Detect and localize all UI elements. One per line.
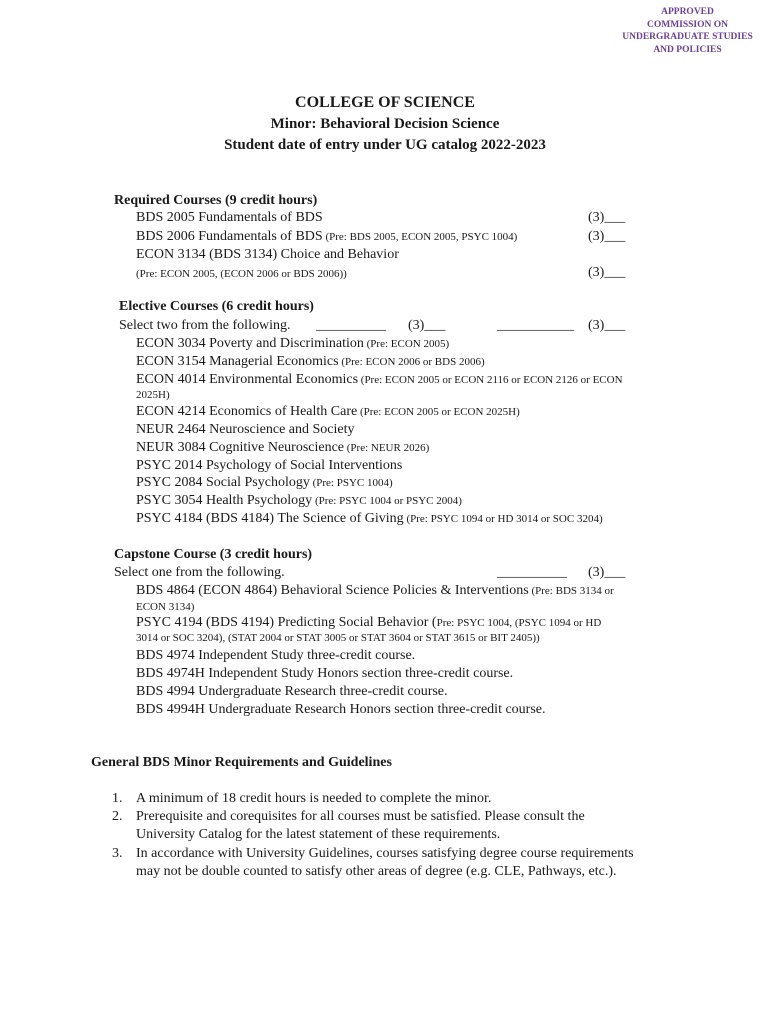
prerequisite: 2025H) — [136, 389, 170, 401]
capstone-course: BDS 4974H Independent Study Honors section three-credit course. — [136, 666, 514, 681]
capstone-course: BDS 4974 Independent Study three-credit course. — [136, 648, 416, 663]
course-title: NEUR 3084 Cognitive Neuroscience — [136, 440, 345, 455]
guidelines-heading: General BDS Minor Requirements and Guidelines — [91, 755, 392, 770]
credit-blank: (3)___ — [588, 229, 626, 244]
prerequisite: (Pre: ECON 2005 or ECON 2116 or ECON 2126 or ECON — [358, 374, 623, 386]
capstone-course: BDS 4994 Undergraduate Research three-credit course. — [136, 684, 448, 699]
guideline-text: In accordance with University Guidelines, courses satisfying degree course requirements — [136, 846, 634, 861]
course-title: BDS 2005 Fundamentals of BDS — [136, 210, 323, 225]
elective-course — [136, 511, 603, 527]
credit-blank: (3)___ — [588, 565, 626, 580]
guideline-text: Prerequisite and corequisites for all courses must be satisfied. Please consult the — [136, 809, 585, 824]
course-title: PSYC 3054 Health Psychology — [136, 493, 313, 508]
elective-heading: Elective Courses (6 credit hours) — [119, 299, 314, 314]
prerequisite: ECON 3134) — [136, 601, 195, 613]
approval-stamp — [600, 6, 770, 56]
elective-course — [136, 493, 462, 509]
credit-blank: (3)___ — [588, 265, 626, 280]
college-title: COLLEGE OF SCIENCE — [295, 94, 475, 111]
prerequisite: (Pre: ECON 2005, (ECON 2006 or BDS 2006)) — [136, 268, 347, 280]
prerequisite: (Pre: ECON 2006 or BDS 2006) — [338, 356, 485, 368]
elective-blank-2: ___________ — [497, 318, 574, 333]
course-title: ECON 3034 Poverty and Discrimination — [136, 336, 364, 351]
course-title: NEUR 2464 Neuroscience and Society — [136, 422, 355, 437]
elective-course — [136, 336, 449, 352]
course-title: PSYC 4184 (BDS 4184) The Science of Giving — [136, 511, 404, 526]
prerequisite: (Pre: PSYC 1004) — [309, 477, 393, 489]
prerequisite: 3014 or SOC 3204), (STAT 2004 or STAT 3005 or STAT 3604 or STAT 3615 or BIT 2405)) — [136, 632, 540, 644]
list-number: 3. — [112, 846, 123, 861]
elective-blank-1: __________ — [316, 318, 386, 333]
prerequisite: (Pre: BDS 3134 or — [528, 585, 614, 597]
required-course — [136, 229, 517, 245]
list-number: 1. — [112, 791, 123, 806]
elective-course — [136, 372, 623, 388]
stamp-line: COMMISSION ON — [646, 19, 729, 30]
course-title: ECON 3154 Managerial Economics — [136, 354, 339, 369]
elective-course — [136, 422, 355, 438]
capstone-blank: __________ — [497, 565, 567, 580]
capstone-course — [136, 615, 601, 631]
course-title: PSYC 2084 Social Psychology — [136, 475, 310, 490]
course-title: BDS 4864 (ECON 4864) Behavioral Science Policies & Interventions — [136, 583, 529, 598]
guideline-text: A minimum of 18 credit hours is needed to complete the minor. — [136, 791, 492, 806]
elective-course — [136, 440, 429, 456]
course-title: ECON 4014 Environmental Economics — [136, 372, 359, 387]
elective-course — [136, 475, 393, 491]
list-number: 2. — [112, 809, 123, 824]
capstone-course — [136, 583, 614, 599]
guideline-text: may not be double counted to satisfy other areas of degree (e.g. CLE, Pathways, etc.). — [136, 863, 617, 879]
credit-blank: (3)___ — [588, 210, 626, 225]
capstone-heading: Capstone Course (3 credit hours) — [114, 547, 313, 562]
stamp-line: APPROVED — [661, 7, 714, 17]
prerequisite: (Pre: ECON 2005) — [363, 338, 450, 350]
guideline-text: University Catalog for the latest statement of these requirements. — [136, 826, 501, 842]
prerequisite: (Pre: BDS 2005, ECON 2005, PSYC 1004) — [322, 231, 518, 243]
prerequisite: (Pre: NEUR 2026) — [344, 442, 430, 454]
credit-blank: (3)___ — [408, 318, 446, 333]
credit-blank: (3)___ — [588, 318, 626, 333]
course-title: BDS 2006 Fundamentals of BDS — [136, 229, 323, 244]
required-heading: Required Courses (9 credit hours) — [114, 193, 318, 208]
capstone-select-instruction: Select one from the following. — [114, 565, 285, 580]
course-title: PSYC 2014 Psychology of Social Interventions — [136, 458, 403, 473]
course-title: ECON 4214 Economics of Health Care — [136, 404, 358, 419]
required-course — [136, 210, 323, 226]
stamp-line: AND POLICIES — [653, 44, 722, 55]
elective-course — [136, 458, 402, 474]
elective-select-instruction: Select two from the following. — [119, 318, 291, 333]
elective-course — [136, 354, 485, 370]
catalog-entry-title: Student date of entry under UG catalog 2022-2023 — [224, 137, 546, 153]
prerequisite: (Pre: PSYC 1004 or PSYC 2004) — [312, 495, 462, 507]
elective-course — [136, 404, 520, 420]
stamp-line: UNDERGRADUATE STUDIES — [622, 32, 753, 42]
course-title: PSYC 4194 (BDS 4194) Predicting Social Behavior ( — [136, 615, 437, 630]
required-course: ECON 3134 (BDS 3134) Choice and Behavior — [136, 247, 399, 262]
prerequisite: Pre: PSYC 1004, (PSYC 1094 or HD — [436, 617, 602, 629]
prerequisite: (Pre: PSYC 1094 or HD 3014 or SOC 3204) — [403, 513, 603, 525]
capstone-course: BDS 4994H Undergraduate Research Honors section three-credit course. — [136, 702, 546, 717]
minor-title: Minor: Behavioral Decision Science — [270, 116, 500, 132]
prerequisite: (Pre: ECON 2005 or ECON 2025H) — [357, 406, 520, 418]
